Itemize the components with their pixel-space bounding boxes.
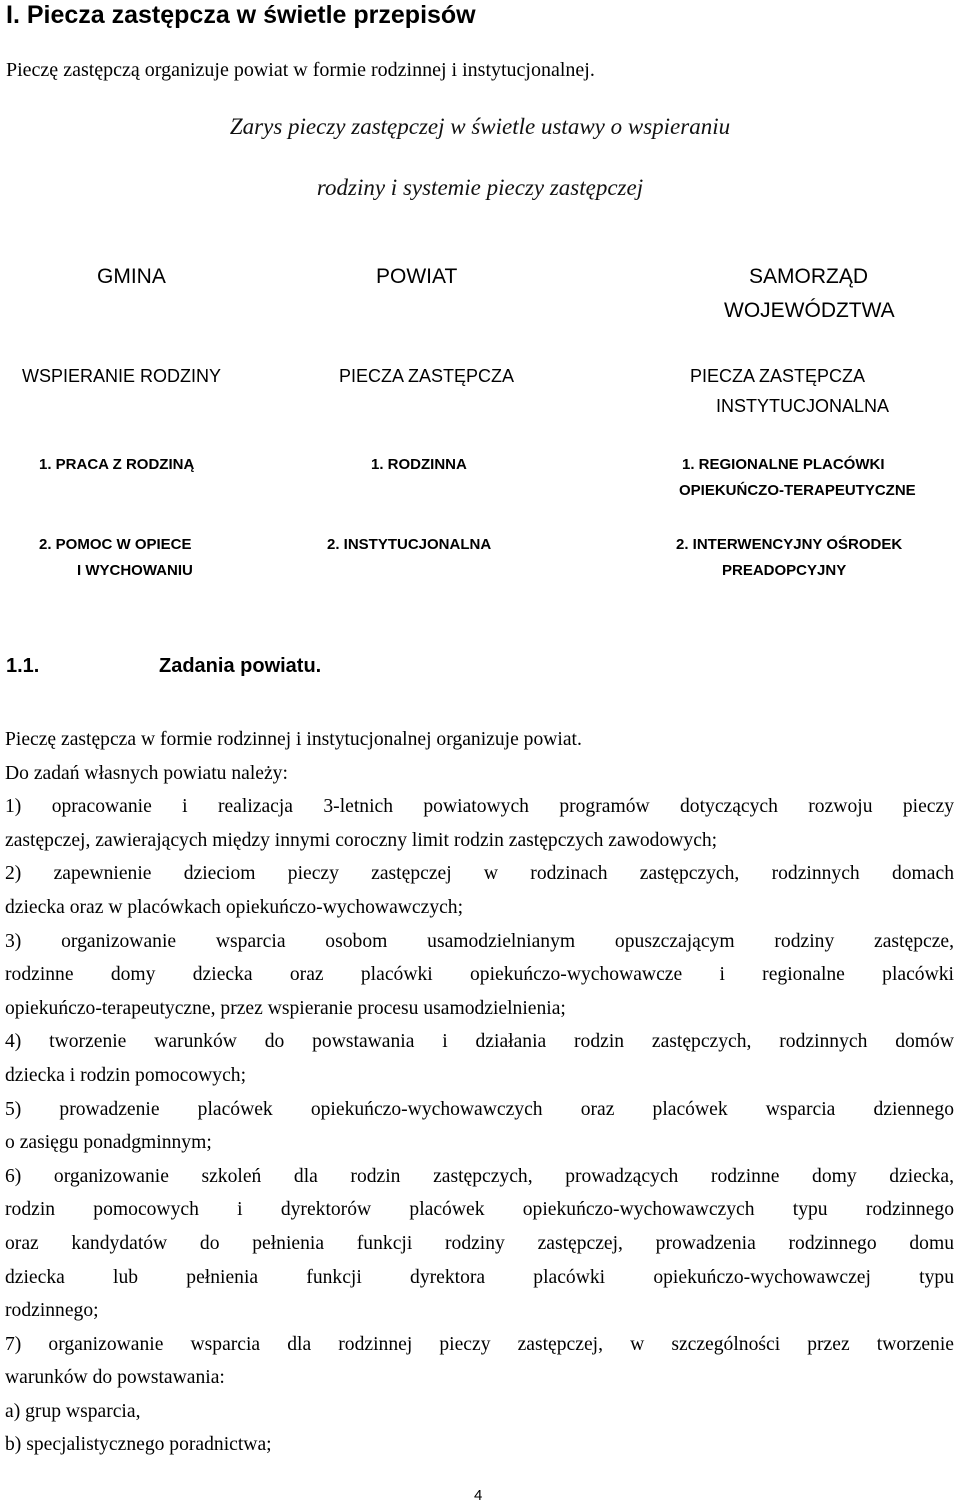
body-line: 6) organizowanie szkoleń dla rodzin zastępczych, prowadzących rodzinne domy dziecka, xyxy=(5,1165,954,1187)
body-line: 2) zapewnienie dzieciom pieczy zastępczej w rodzinach zastępczych, rodzinnych domach xyxy=(5,863,954,885)
col-samorzad-item-2: 2. INTERWENCYJNY OŚRODEK xyxy=(676,536,903,553)
col-samorzad-header-cont: WOJEWÓDZTWA xyxy=(724,299,895,322)
section-title: Zadania powiatu. xyxy=(159,655,322,677)
col-gmina-item-1: 1. PRACA Z RODZINĄ xyxy=(39,456,195,473)
intro-paragraph: Pieczę zastępczą organizuje powiat w formie rodzinnej i instytucjonalnej. xyxy=(6,59,595,81)
page-number: 4 xyxy=(474,1487,483,1504)
diagram-title-line-2: rodziny i systemie pieczy zastępczej xyxy=(316,175,644,200)
body-text xyxy=(5,723,954,1462)
body-line: 4) tworzenie warunków do powstawania i działania rodzin zastępczych, rodzinnych domów xyxy=(5,1031,954,1053)
col-powiat-item-1: 1. RODZINNA xyxy=(371,456,467,473)
col-gmina-item-2: 2. POMOC W OPIECE xyxy=(39,536,192,553)
body-line: 7) organizowanie wsparcia dla rodzinnej pieczy zastępczej, w szczególności przez tworzenie xyxy=(5,1333,954,1355)
body-line: Do zadań własnych powiatu należy: xyxy=(5,762,288,784)
body-line: rodzinne domy dziecka oraz placówki opiekuńczo-wychowawcze i regionalne placówki xyxy=(5,964,954,986)
section-number: 1.1. xyxy=(6,655,40,677)
body-line: o zasięgu ponadgminnym; xyxy=(5,1132,212,1154)
body-line: zastępczej, zawierających między innymi coroczny limit rodzin zastępczych zawodowych; xyxy=(5,829,718,851)
body-line: rodzin pomocowych i dyrektorów placówek opiekuńczo-wychowawczych typu rodzinnego xyxy=(5,1199,954,1221)
col-samorzad-sub-cont: INSTYTUCJONALNA xyxy=(716,396,890,416)
body-line: opiekuńczo-terapeutyczne, przez wspieranie procesu usamodzielnienia; xyxy=(5,997,566,1019)
body-line: 1) opracowanie i realizacja 3-letnich powiatowych programów dotyczących rozwoju pieczy xyxy=(5,796,954,818)
body-line: dziecka i rodzin pomocowych; xyxy=(5,1064,247,1086)
body-line: warunków do powstawania: xyxy=(5,1367,225,1389)
col-samorzad-item-1: 1. REGIONALNE PLACÓWKI xyxy=(682,456,885,473)
col-samorzad-item-2-cont: PREADOPCYJNY xyxy=(722,562,847,579)
diagram-title-line-1: Zarys pieczy zastępczej w świetle ustawy o wspieraniu xyxy=(229,114,731,139)
body-line: 3) organizowanie wsparcia osobom usamodzielnianym opuszczającym rodziny zastępcze, xyxy=(5,930,954,952)
col-gmina-sub: WSPIERANIE RODZINY xyxy=(22,366,222,386)
col-samorzad-item-1-cont: OPIEKUŃCZO-TERAPEUTYCZNE xyxy=(679,482,916,499)
col-samorzad-header: SAMORZĄD xyxy=(749,265,869,288)
body-line: 5) prowadzenie placówek opiekuńczo-wychowawczych oraz placówek wsparcia dziennego xyxy=(5,1098,954,1120)
page-heading: I. Piecza zastępcza w świetle przepisów xyxy=(6,1,476,29)
col-powiat-sub: PIECZA ZASTĘPCZA xyxy=(339,366,515,386)
body-line: b) specjalistycznego poradnictwa; xyxy=(5,1434,272,1456)
col-powiat-header: POWIAT xyxy=(376,265,458,288)
col-gmina-item-2-cont: I WYCHOWANIU xyxy=(77,562,193,579)
col-gmina-header: GMINA xyxy=(97,265,166,288)
col-powiat-item-2: 2. INSTYTUCJONALNA xyxy=(327,536,492,553)
body-line: Pieczę zastępcza w formie rodzinnej i instytucjonalnej organizuje powiat. xyxy=(5,729,582,750)
body-line: rodzinnego; xyxy=(5,1300,99,1322)
col-samorzad-sub: PIECZA ZASTĘPCZA xyxy=(690,366,866,386)
body-line: oraz kandydatów do pełnienia funkcji rodziny zastępczej, prowadzenia rodzinnego domu xyxy=(5,1232,954,1254)
body-line: a) grup wsparcia, xyxy=(5,1400,141,1422)
body-line: dziecka lub pełnienia funkcji dyrektora placówki opiekuńczo-wychowawczej typu xyxy=(5,1266,954,1288)
body-line: dziecka oraz w placówkach opiekuńczo-wychowawczych; xyxy=(5,896,464,918)
